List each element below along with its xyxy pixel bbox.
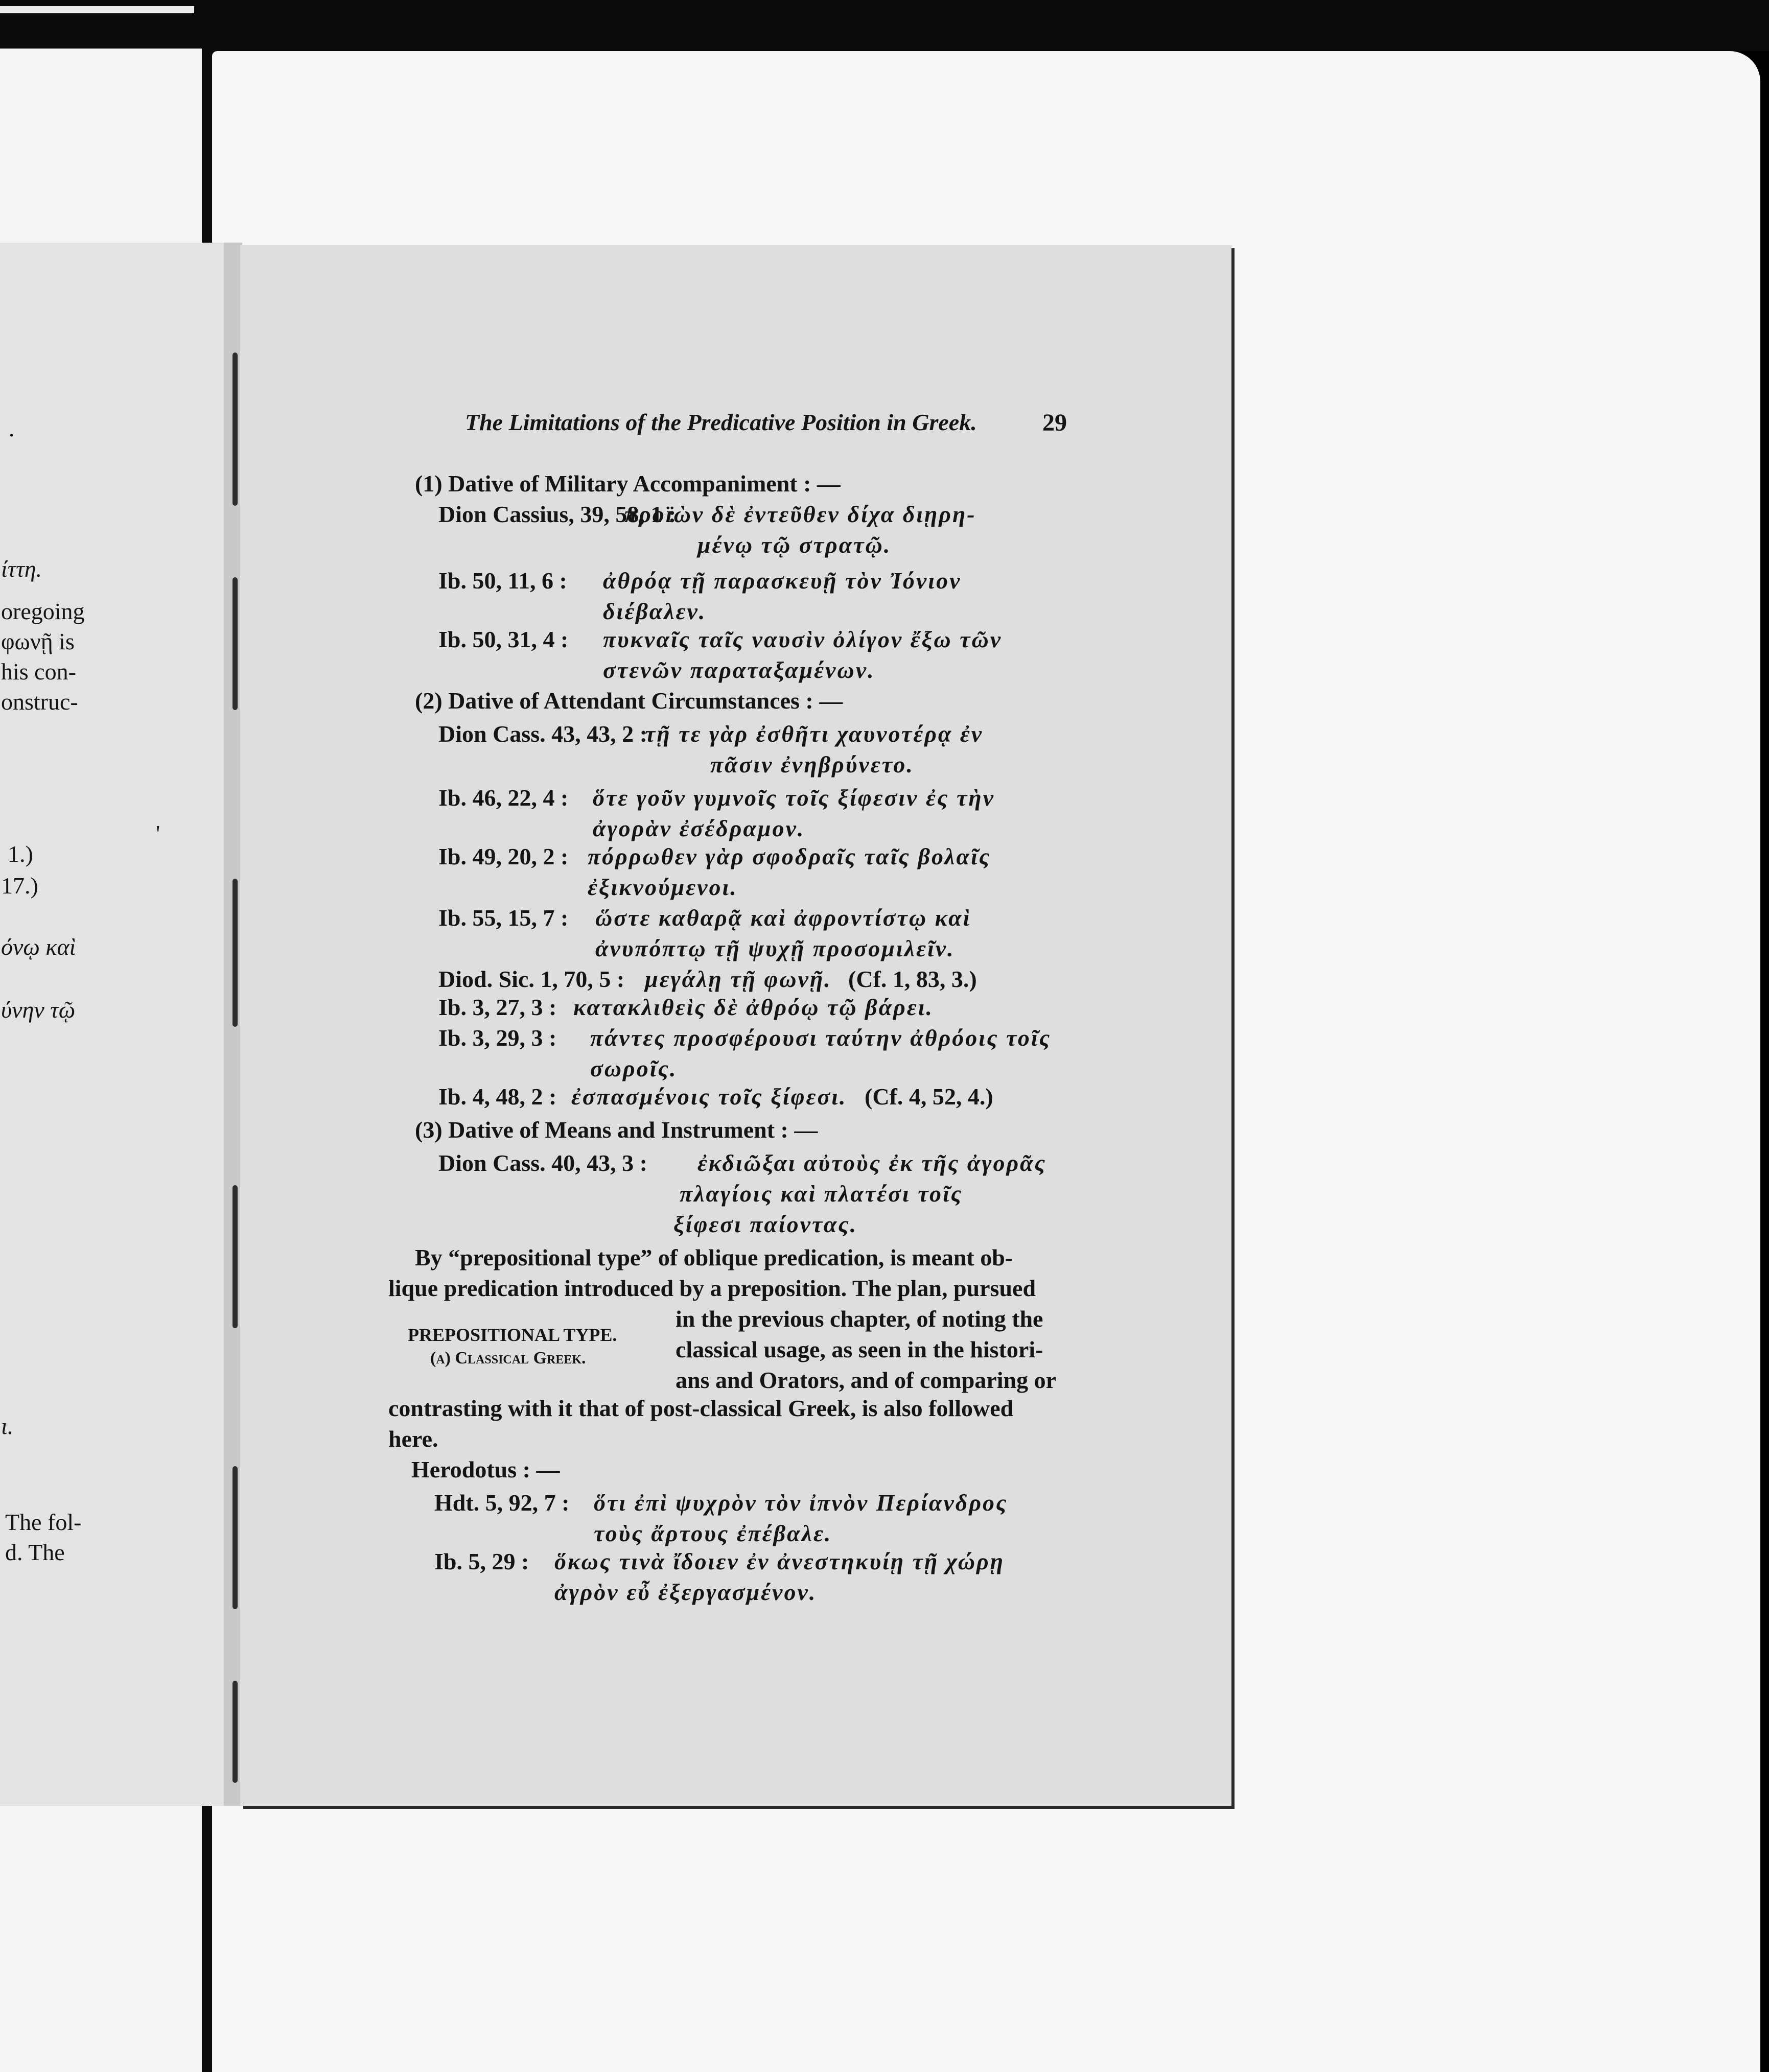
citation-ref: Ib. 46, 22, 4 : <box>438 785 569 811</box>
paragraph-line: in the previous chapter, of noting the <box>676 1306 1043 1332</box>
running-head: The Limitations of the Predicative Position in Greek. <box>465 409 977 435</box>
greek-quote: τῇ τε γὰρ ἐσθῆτι χαυνοτέρᾳ ἐν <box>645 721 984 747</box>
citation-ref: Diod. Sic. 1, 70, 5 : <box>438 966 625 992</box>
binding-stitch <box>232 879 238 1027</box>
greek-quote: στενῶν παραταξαμένων. <box>603 657 875 683</box>
citation-ref: Ib. 4, 48, 2 : <box>438 1084 557 1110</box>
citation-ref: Ib. 3, 29, 3 : <box>438 1025 557 1051</box>
paragraph-line: By “prepositional type” of oblique predication, is meant ob- <box>415 1244 1013 1270</box>
citation-ref: Ib. 50, 31, 4 : <box>438 626 569 652</box>
greek-quote: ἐκδιῶξαι αὐτοὺς ἐκ τῆς ἀγορᾶς <box>697 1150 1047 1176</box>
section-heading: (3) Dative of Means and Instrument : — <box>415 1117 818 1143</box>
greek-quote: μένῳ τῷ στρατῷ. <box>697 532 892 558</box>
greek-quote: ὅτι ἐπὶ ψυχρὸν τὸν ἰπνὸν Περίανδρος <box>594 1490 1008 1516</box>
left-page <box>0 243 225 1806</box>
greek-quote: ἐσπασμένοις τοῖς ξίφεσι. <box>571 1084 847 1110</box>
left-fragment: ύνην τῷ <box>1 997 76 1023</box>
film-edge-top-right <box>212 0 1769 51</box>
citation-ref: Ib. 49, 20, 2 : <box>438 843 569 869</box>
binding-stitch <box>232 1681 238 1783</box>
page-number: 29 <box>1042 409 1067 436</box>
left-fragment: d. The <box>5 1539 65 1565</box>
greek-quote: πᾶσιν ἐνηβρύνετο. <box>710 751 914 778</box>
greek-quote: τοὺς ἄρτους ἐπέβαλε. <box>594 1520 832 1546</box>
greek-quote: ἐξικνούμενοι. <box>588 874 738 900</box>
greek-quote: διέβαλεν. <box>603 598 707 624</box>
left-fragment: όνῳ καὶ <box>1 934 76 960</box>
binding-stitch <box>232 352 238 506</box>
left-fragment: ίττη. <box>1 556 42 582</box>
paragraph-line: ans and Orators, and of comparing or <box>676 1367 1056 1393</box>
binding-stitch <box>232 1466 238 1609</box>
binding-stitch <box>232 1185 238 1328</box>
left-fragment: ι. <box>1 1413 14 1439</box>
margin-note-subtitle: (a) Classical Greek. <box>430 1349 586 1368</box>
film-edge-band <box>0 6 194 13</box>
left-fragment: oregoing <box>1 598 85 624</box>
greek-quote: σωροῖς. <box>590 1055 678 1081</box>
citation-ref: Ib. 3, 27, 3 : <box>438 994 557 1020</box>
cross-reference: (Cf. 1, 83, 3.) <box>848 966 977 992</box>
citation-ref: Dion Cass. 40, 43, 3 : <box>438 1150 647 1176</box>
citation-ref: Dion Cass. 43, 43, 2 : <box>438 721 647 747</box>
paragraph-line: lique predication introduced by a preposition. The plan, pursued <box>388 1275 1036 1301</box>
greek-quote: προϊὼν δὲ ἐντεῦθεν δίχα διῃρη- <box>624 501 976 527</box>
section-heading: (1) Dative of Military Accompaniment : — <box>415 470 841 497</box>
left-fragment: The fol- <box>5 1509 82 1535</box>
greek-quote: μεγάλῃ τῇ φωνῇ. <box>645 966 832 992</box>
margin-note-title: PREPOSITIONAL TYPE. <box>408 1325 617 1345</box>
left-fragment: φωνῇ is <box>1 628 75 654</box>
binding-stitch <box>232 577 238 710</box>
section-heading: Herodotus : — <box>411 1456 560 1482</box>
greek-quote: ἀθρόᾳ τῇ παρασκευῇ τὸν Ἰόνιον <box>603 568 962 594</box>
greek-quote: ὅτε γοῦν γυμνοῖς τοῖς ξίφεσιν ἐς τὴν <box>593 785 995 811</box>
section-heading: (2) Dative of Attendant Circumstances : — <box>415 688 843 714</box>
citation-ref: Hdt. 5, 92, 7 : <box>434 1490 570 1516</box>
left-fragment: · <box>8 422 16 448</box>
citation-ref: Ib. 55, 15, 7 : <box>438 905 569 931</box>
left-fragment: 17.) <box>1 873 38 899</box>
cross-reference: (Cf. 4, 52, 4.) <box>865 1084 993 1110</box>
greek-quote: πλαγίοις καὶ πλατέσι τοῖς <box>680 1181 963 1207</box>
left-fragment: onstruc- <box>1 689 78 715</box>
greek-quote: ὥστε καθαρᾷ καὶ ἀφροντίστῳ καὶ <box>595 905 971 931</box>
paragraph-line: classical usage, as seen in the histori- <box>676 1336 1043 1362</box>
greek-quote: ξίφεσι παίοντας. <box>673 1211 858 1237</box>
left-fragment: ' <box>156 820 160 846</box>
greek-quote: ἀγρὸν εὖ ἐξεργασμένον. <box>554 1579 817 1605</box>
greek-quote: πάντες προσφέρουσι ταύτην ἀθρόοις τοῖς <box>590 1025 1052 1051</box>
left-fragment: 1.) <box>8 841 33 867</box>
greek-quote: πόρρωθεν γὰρ σφοδραῖς ταῖς βολαῖς <box>588 843 991 869</box>
left-fragment: his con- <box>1 658 76 685</box>
paragraph-line: contrasting with it that of post-classical Greek, is also followed <box>388 1395 1014 1421</box>
citation-ref: Ib. 5, 29 : <box>434 1548 529 1574</box>
greek-quote: ἀνυπόπτῳ τῇ ψυχῇ προσομιλεῖν. <box>595 935 955 961</box>
greek-quote: ὅκως τινὰ ἴδοιεν ἐν ἀνεστηκυίῃ τῇ χώρῃ <box>554 1548 1005 1574</box>
left-page-text <box>0 243 224 1806</box>
citation-ref: Ib. 50, 11, 6 : <box>438 568 567 594</box>
greek-quote: πυκναῖς ταῖς ναυσὶν ὀλίγον ἔξω τῶν <box>603 626 1003 652</box>
paragraph-line: here. <box>388 1426 438 1452</box>
greek-quote: κατακλιθεὶς δὲ ἀθρόῳ τῷ βάρει. <box>573 994 934 1020</box>
greek-quote: ἀγορὰν ἐσέδραμον. <box>593 815 805 841</box>
citation-ref: Dion Cassius, 39, 58, 1 : <box>438 501 677 527</box>
